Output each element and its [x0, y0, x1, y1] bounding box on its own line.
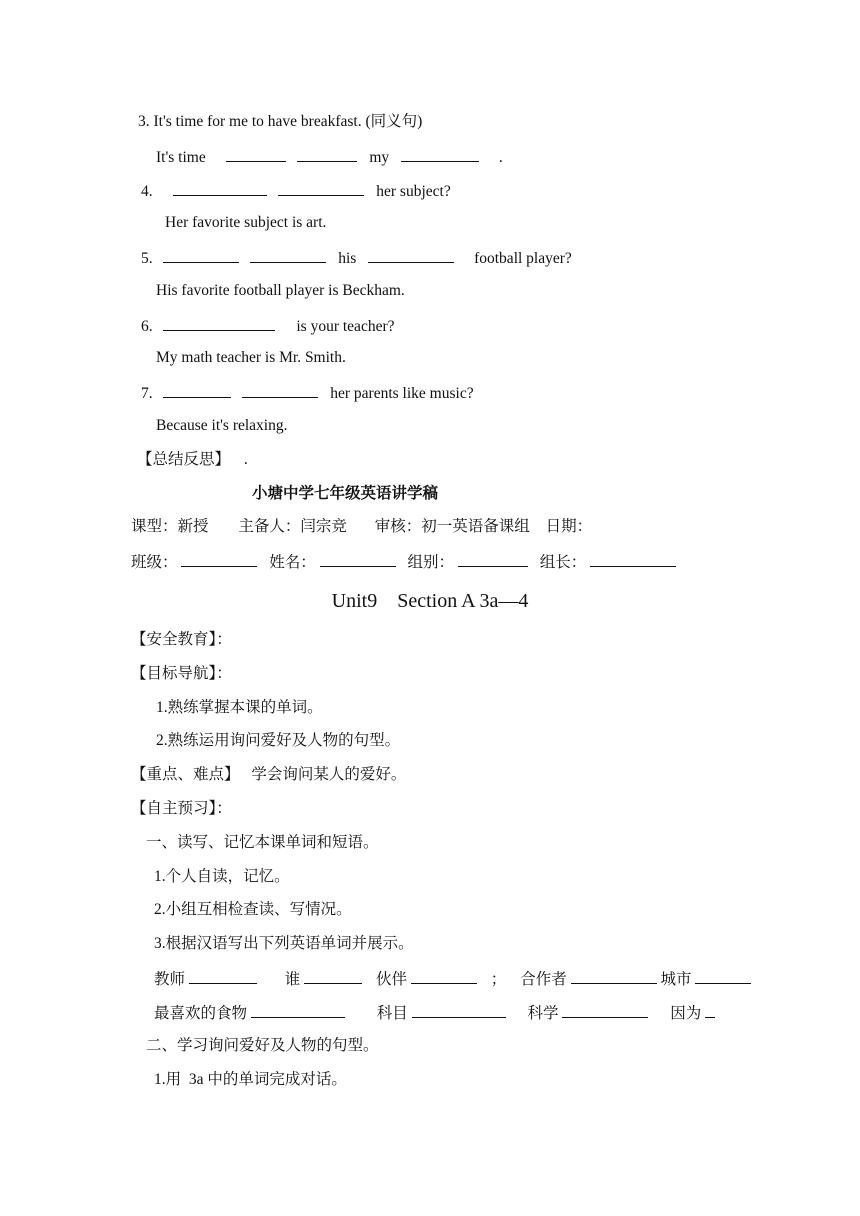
summary-line [137, 450, 248, 470]
student-info-line [131, 551, 676, 573]
blank[interactable] [562, 1002, 648, 1018]
blank[interactable] [411, 968, 477, 984]
q4-answer: Her favorite subject is art. [165, 214, 327, 231]
q5-answer: His favorite football player is Beckham. [156, 282, 405, 299]
key-points-text: 学会询问某人的爱好。 [251, 766, 407, 783]
word-who: 谁 [284, 971, 301, 988]
q3-answer-start: It's time [156, 149, 206, 166]
q7-answer: Because it's relaxing. [156, 417, 288, 434]
summary-dot: . [243, 451, 248, 468]
school-title: 小塘中学七年级英语讲学稿 [252, 485, 439, 502]
q6-number: 6. [141, 318, 153, 335]
self-preview: 【自主预习】： [131, 800, 232, 817]
leader-label: 组长： [539, 554, 587, 571]
blank[interactable] [242, 382, 318, 398]
q4-line [141, 180, 451, 202]
word-teacher: 教师 [154, 971, 186, 988]
leader-blank[interactable] [590, 551, 676, 567]
class-label: 班级： [131, 554, 178, 571]
date-label: 日期： [545, 518, 593, 535]
preparer: 主备人：闫宗竞 [238, 518, 347, 535]
blank[interactable] [226, 146, 286, 162]
q3-answer-mid: my [369, 149, 390, 166]
learning-goals: 【目标导航】： [131, 665, 232, 682]
part-2-step-1: 1.用 3a 中的单词完成对话。 [154, 1071, 347, 1088]
word-partner: 伙伴 [376, 971, 408, 988]
blank[interactable] [571, 968, 657, 984]
word-because: 因为 [670, 1005, 702, 1022]
word-science: 科学 [527, 1005, 559, 1022]
blank[interactable] [173, 180, 267, 196]
vocab-row-2 [154, 1002, 715, 1024]
name-label: 姓名： [269, 554, 316, 571]
safety-education: 【安全教育】： [131, 631, 232, 648]
name-blank[interactable] [320, 551, 396, 567]
blank[interactable] [368, 247, 454, 263]
part-1-heading: 一、读写、记忆本课单词和短语。 [146, 834, 379, 851]
q7-line [141, 382, 474, 404]
group-label: 组别： [407, 554, 455, 571]
meta-line [131, 517, 592, 537]
word-subject: 科目 [376, 1005, 408, 1022]
q3-prompt: 3. It's time for me to have breakfast. (同义句) [138, 113, 423, 130]
word-city: 城市 [660, 971, 692, 988]
blank[interactable] [163, 382, 231, 398]
vocab-row-1 [154, 968, 751, 990]
q5-word2: football player? [474, 250, 572, 267]
q7-text: her parents like music? [330, 385, 474, 402]
q6-text: is your teacher? [296, 318, 395, 335]
q5-line [141, 247, 572, 269]
unit-title: Unit9 Section A 3a—4 [331, 590, 529, 612]
word-favorite-food: 最喜欢的食物 [154, 1005, 248, 1022]
blank[interactable] [695, 968, 751, 984]
goal-2: 2.熟练运用询问爱好及人物的句型。 [156, 732, 401, 749]
summary-label: 【总结反思】 [137, 451, 231, 468]
blank[interactable] [705, 1002, 715, 1018]
key-points-line [131, 765, 406, 785]
q4-text: her subject? [376, 183, 451, 200]
blank[interactable] [304, 968, 362, 984]
part-1-step-3: 3.根据汉语写出下列英语单词并展示。 [154, 935, 414, 952]
q6-line [141, 315, 395, 337]
blank[interactable] [251, 1002, 345, 1018]
goal-1: 1.熟练掌握本课的单词。 [156, 699, 323, 716]
lesson-type: 课型：新授 [131, 518, 209, 535]
part-1-step-1: 1.个人自读，记忆。 [154, 868, 290, 885]
q5-number: 5. [141, 250, 153, 267]
q7-number: 7. [141, 385, 153, 402]
blank[interactable] [412, 1002, 506, 1018]
class-blank[interactable] [181, 551, 257, 567]
blank[interactable] [163, 247, 239, 263]
blank[interactable] [278, 180, 364, 196]
key-points-label: 【重点、难点】 [131, 766, 240, 783]
q3-answer-end: . [498, 149, 503, 166]
q5-word1: his [338, 250, 357, 267]
reviewer: 审核：初一英语备课组 [374, 518, 530, 535]
q4-number: 4. [141, 183, 153, 200]
blank[interactable] [189, 968, 257, 984]
q6-answer: My math teacher is Mr. Smith. [156, 349, 346, 366]
blank[interactable] [401, 146, 479, 162]
blank[interactable] [250, 247, 326, 263]
blank[interactable] [163, 315, 275, 331]
group-blank[interactable] [458, 551, 528, 567]
blank[interactable] [297, 146, 357, 162]
q3-answer-line [156, 146, 503, 168]
part-2-heading: 二、学习询问爱好及人物的句型。 [146, 1037, 379, 1054]
semicolon: ； [490, 971, 507, 988]
part-1-step-2: 2.小组互相检查读、写情况。 [154, 901, 352, 918]
word-cooperator: 合作者 [520, 971, 567, 988]
